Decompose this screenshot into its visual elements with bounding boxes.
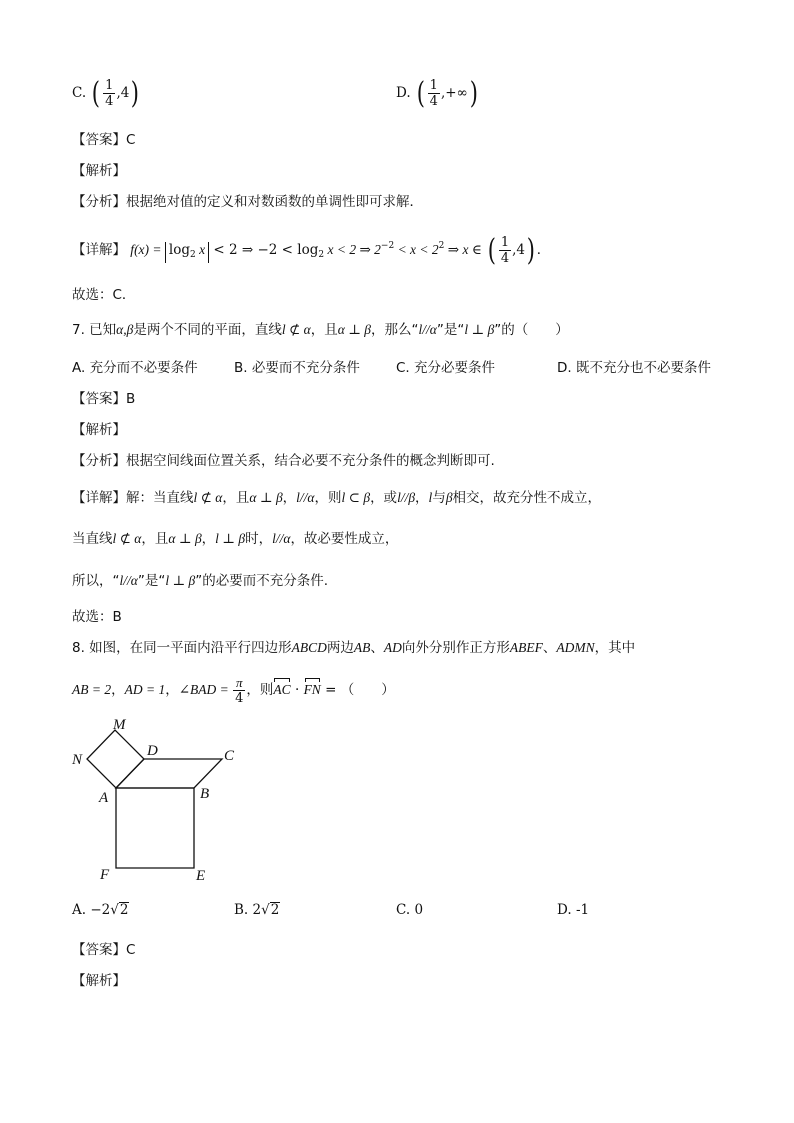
q8-stem-line2: AB = 2，AD = 1，∠BAD = $\frac{\pi}{4}$ ，则AC · FN = （ ） xyxy=(72,675,395,706)
label-d: D xyxy=(147,743,158,759)
q7-option-b: B. 必要而不充分条件 xyxy=(234,360,360,376)
absolute-value: $\log_2 x$ xyxy=(165,242,209,263)
label-c: C xyxy=(224,748,235,764)
q7-option-a: A. 充分而不必要条件 xyxy=(72,360,198,376)
q7-fenxi: 【分析】根据空间线面位置关系，结合必要不充分条件的概念判断即可. xyxy=(72,453,495,469)
q7-analysis-heading: 【解析】 xyxy=(72,422,126,438)
q7-option-d: D. 既不充分也不必要条件 xyxy=(557,360,711,376)
label-e: E xyxy=(196,868,206,884)
fraction: $\frac{1}{4}$ xyxy=(500,235,510,266)
q7-option-c: C. 充分必要条件 xyxy=(396,360,496,376)
geometry-diagram xyxy=(66,712,246,887)
q7-detail-line3: 所以，“l//α”是“l ⊥ β”的必要而不充分条件. xyxy=(72,573,329,589)
label-n: N xyxy=(72,752,83,768)
fraction: $\frac{1}{4}$ xyxy=(105,78,114,109)
q6-answer: 【答案】C xyxy=(72,132,136,148)
q6-detail: 【详解】 $f(x) = \log_2 x < 2$ ⇒ $-2 < \log_2 x < 2$ ⇒ $2^{-2} < x < 2^2$ ⇒ x ∈ ( $\frac{1}{4}$ ,4) ． xyxy=(72,232,551,268)
label-a: A xyxy=(99,790,109,806)
vector-fn: FN xyxy=(304,680,321,700)
label-m: M xyxy=(113,717,126,733)
q6-option-c: C. ( $\frac{1}{4}$ ,4) xyxy=(72,75,140,111)
q8-analysis-heading: 【解析】 xyxy=(72,973,126,989)
q8-option-c: C. 0 xyxy=(396,902,424,918)
q7-stem: 7. 已知α,β是两个不同的平面，直线l ⊄ α，且α ⊥ β，那么“l//α”是“l ⊥ β”的（ ） xyxy=(72,322,569,338)
vector-ac: AC xyxy=(273,680,290,700)
q7-detail-line2: 当直线l ⊄ α，且α ⊥ β，l ⊥ β时，l//α，故必要性成立， xyxy=(72,531,399,547)
square-admn xyxy=(87,730,144,788)
q7-answer: 【答案】B xyxy=(72,391,136,407)
q7-detail-line1: 【详解】解：当直线l ⊄ α，且α ⊥ β，l//α，则l ⊂ β，或l//β，l与β相交，故充分性不成立， xyxy=(72,490,602,506)
q8-option-d: D. -1 xyxy=(557,902,590,918)
label-b: B xyxy=(200,786,210,802)
q6-analysis-heading: 【解析】 xyxy=(72,163,126,179)
q8-option-a: A. −2√2 xyxy=(72,902,129,918)
fraction: $\frac{\pi}{4}$ xyxy=(235,675,244,706)
square-abef xyxy=(116,788,194,868)
q8-answer: 【答案】C xyxy=(72,942,136,958)
q6-option-d: D. ( $\frac{1}{4}$ ,+∞) xyxy=(396,75,478,111)
q8-stem-line1: 8. 如图，在同一平面内沿平行四边形ABCD两边AB、AD向外分别作正方形ABEF、ADMN，其中 xyxy=(72,640,636,656)
label-f: F xyxy=(100,867,110,883)
parallelogram-abcd xyxy=(116,759,222,788)
q8-option-b: B. 2√2 xyxy=(234,902,280,918)
q7-choice: 故选：B xyxy=(72,609,122,625)
fraction: $\frac{1}{4}$ xyxy=(429,78,438,109)
q6-fenxi: 【分析】根据绝对值的定义和对数函数的单调性即可求解． xyxy=(72,194,423,210)
q6-choice: 故选：C． xyxy=(72,287,136,303)
